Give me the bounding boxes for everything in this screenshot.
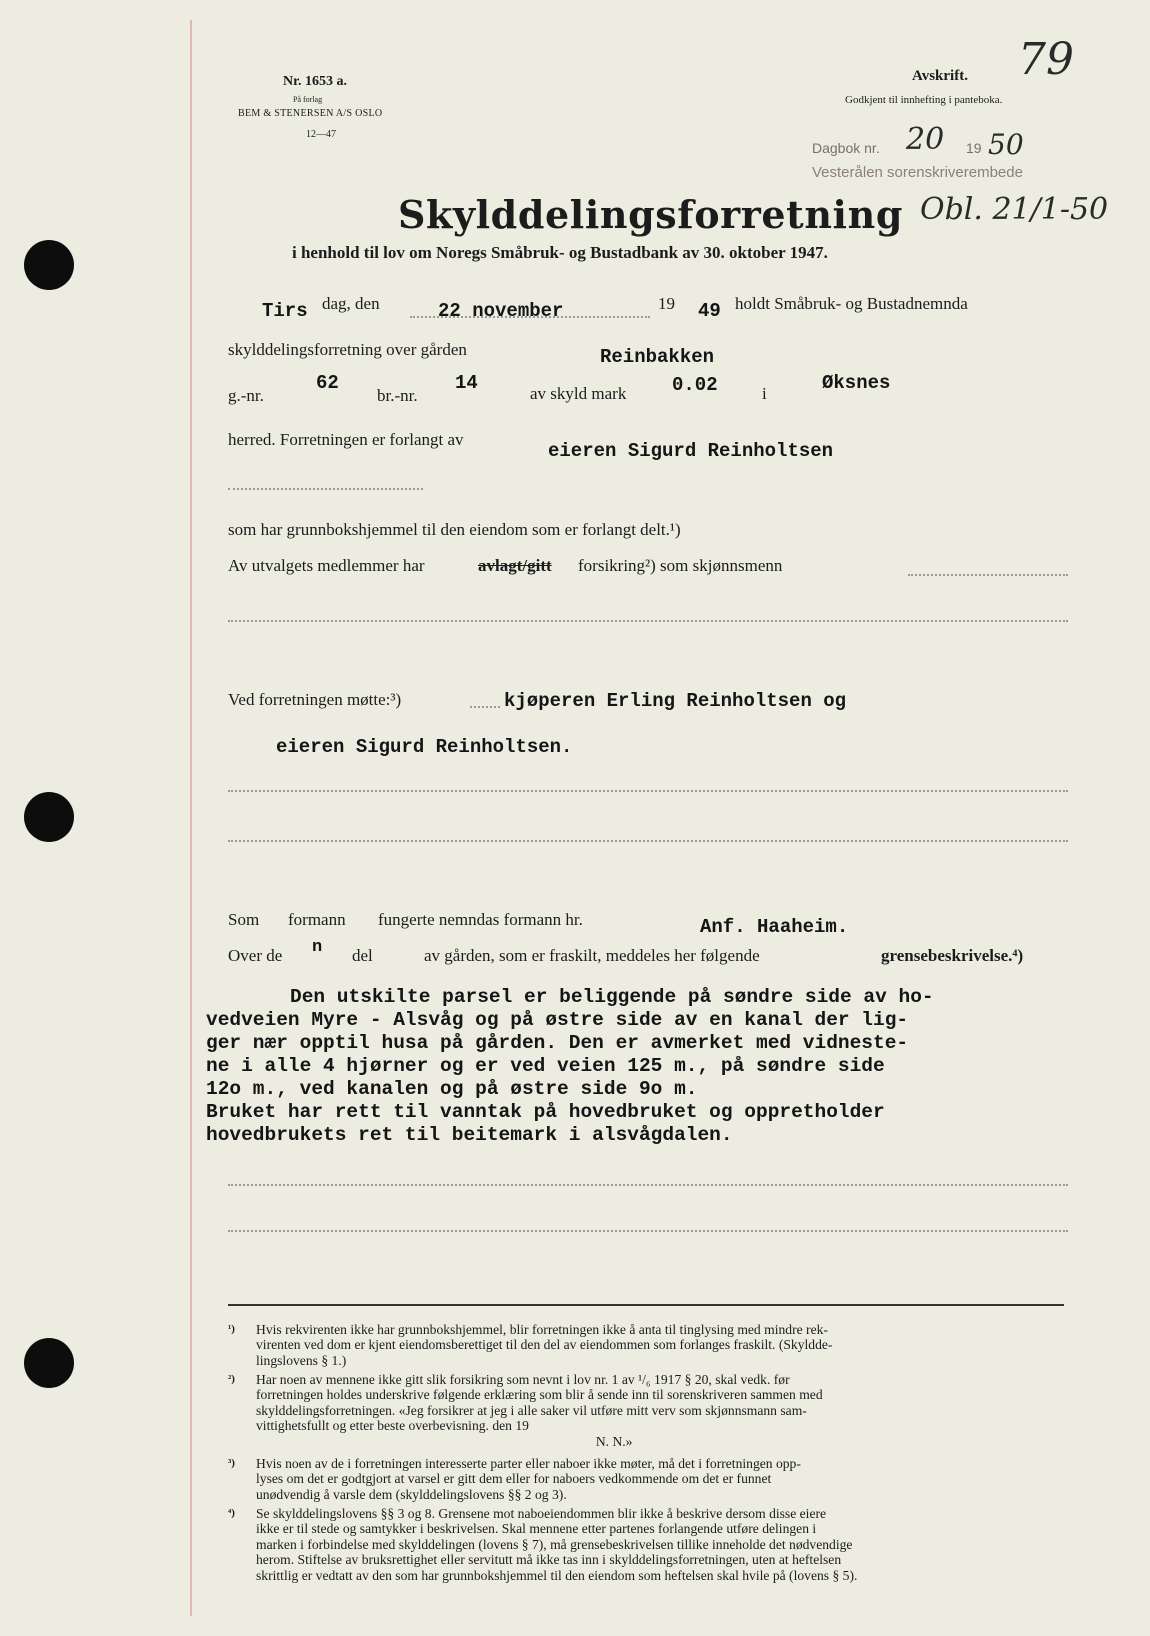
chair-label-rest: fungerte nemndas formann hr. xyxy=(378,910,583,929)
punch-hole-middle xyxy=(24,792,74,842)
dagbok-number: 20 xyxy=(906,122,945,157)
herred-label: herred. Forretningen er forlangt av xyxy=(228,430,464,449)
members-rest: forsikring²) som skjønnsmenn xyxy=(578,556,783,575)
farm-value: Reinbakken xyxy=(600,346,715,368)
hjemmel-text: som har grunnbokshjemmel til den eiendom som er forlangt delt.¹) xyxy=(228,520,681,539)
members-label: Av utvalgets medlemmer har xyxy=(228,556,425,575)
description-line: ne i alle 4 hjørner og er ved veien 125 m., på søndre side xyxy=(206,1055,885,1077)
chair-label-som: Som xyxy=(228,910,260,929)
footnote-separator xyxy=(228,1304,1064,1306)
footnote-1: ¹) Hvis rekvirenten ikke har grunnbokshjemmel, blir forretningen ikke å anta til tinglysing med mindre rek- virenten ved dom er kjent eiendomsberettiget til den del av eiendommen som forlanges fraskilt. (Skyldde- lingslovens § 1.) xyxy=(228,1322,833,1368)
publisher-line2: BEM & STENERSEN A/S OSLO xyxy=(238,108,383,119)
footnote-4: ⁴) Se skylddelingslovens §§ 3 og 8. Grensene mot naboeiendommen blir ikke å beskrive dersom disse eiere ikke er til stede og samtykker i beskrivelsen. Skal mennene etter partenes forlangende utføre delingen i marken i forbindelse med skylddelingen (lovens § 7), må grensebeskrivelsen tillike inneholde det nødvendige herom. Stiftelse av bruksrettighet eller servitutt må ikke tas inn i skylddelingsforretningen, uten at heftelsen skrittlig er vedtatt av den som har grunnbokshjemmel til den eiendom som heftelsen skal hvile på (lovens § 5). xyxy=(228,1506,858,1583)
year-value: 49 xyxy=(698,300,721,322)
part-label-over-de: Over de xyxy=(228,946,283,965)
held-text: holdt Småbruk- og Bustadnemnda xyxy=(735,294,968,313)
document-title: Skylddelingsforretning xyxy=(398,192,903,237)
skyld-value: 0.02 xyxy=(672,374,718,396)
day-value: Tirs xyxy=(262,300,308,322)
handwritten-reference: Obl. 21/1-50 xyxy=(920,192,1109,227)
members-struck-text: avlagt/gitt xyxy=(478,556,552,575)
part-value: n xyxy=(312,938,323,957)
dagbok-label: Dagbok nr. xyxy=(812,140,880,156)
description-line: vedveien Myre - Alsvåg og på østre side av en kanal der lig- xyxy=(206,1009,909,1031)
farm-label: skylddelingsforretning over gården xyxy=(228,340,467,359)
part-label-gaarden: av gården, som er fraskilt, meddeles her følgende xyxy=(424,946,760,965)
met-value-line2: eieren Sigurd Reinholtsen. xyxy=(276,736,573,758)
publisher-date: 12—47 xyxy=(306,129,336,140)
in-label: i xyxy=(762,384,767,403)
dagbok-year: 50 xyxy=(988,128,1024,161)
bnr-value: 14 xyxy=(455,372,478,394)
part-label-grense: grensebeskrivelse.⁴) xyxy=(881,946,1024,965)
description-line: hovedbrukets ret til beitemark i alsvågdalen. xyxy=(206,1124,733,1146)
met-label: Ved forretningen møtte:³) xyxy=(228,690,402,709)
year-prefix: 19 xyxy=(658,294,675,313)
date-value: 22 november xyxy=(438,300,564,322)
description-line: 12o m., ved kanalen og på østre side 9o m. xyxy=(206,1078,698,1100)
description-line: Den utskilte parsel er beliggende på søndre side av ho- xyxy=(290,986,934,1008)
bnr-label: br.-nr. xyxy=(377,386,418,405)
chair-value: Anf. Haaheim. xyxy=(700,916,849,938)
chair-label-formann: formann xyxy=(288,910,346,929)
margin-line xyxy=(190,20,192,1616)
punch-hole-top xyxy=(24,240,74,290)
gnr-value: 62 xyxy=(316,372,339,394)
copy-label: Avskrift. xyxy=(912,68,968,84)
gnr-label: g.-nr. xyxy=(228,386,264,405)
description-line: ger nær opptil husa på gården. Den er avmerket med vidneste- xyxy=(206,1032,909,1054)
part-label-del: del xyxy=(352,946,373,965)
met-value-line1: kjøperen Erling Reinholtsen og xyxy=(504,690,847,712)
approval-note: Godkjent til innhefting i panteboka. xyxy=(845,94,1003,106)
office-stamp: Vesterålen sorenskriverembede xyxy=(812,164,1023,181)
municipality-value: Øksnes xyxy=(822,372,891,394)
publisher-line1: På forlag xyxy=(293,95,323,104)
footnote-3: ³) Hvis noen av de i forretningen interesserte parter eller naboer ikke møter, må det i forretningen opp- lyses om det er godtgjort at varsel er gitt dem eller for naboers vedkommende om det er funnet unødvendig å varsle dem (skylddelingslovens §§ 2 og 3). xyxy=(228,1456,801,1502)
skyld-label: av skyld mark xyxy=(530,384,627,403)
document-subtitle: i henhold til lov om Noregs Småbruk- og Bustadbank av 30. oktober 1947. xyxy=(292,243,828,262)
day-label: dag, den xyxy=(322,294,380,313)
footnote-2: ²) Har noen av mennene ikke gitt slik forsikring som nevnt i lov nr. 1 av ¹/₆ 1917 § 20, skal vedk. før forretningen holdes underskrive følgende erklæring som blir å sende inn til sorenskriveren sammen med skylddelingsforretningen. «Jeg forsikrer at jeg i alle saker vil utføre mitt verv som skjønnsmann sam- vittighetsfullt og etter beste overbevisning. den 19 N. N.» xyxy=(228,1372,823,1449)
punch-hole-bottom xyxy=(24,1338,74,1388)
form-number: Nr. 1653 a. xyxy=(283,74,348,89)
page-number: 79 xyxy=(1018,34,1074,85)
requester-value: eieren Sigurd Reinholtsen xyxy=(548,440,834,462)
dagbok-year-prefix: 19 xyxy=(966,140,982,156)
description-line: Bruket har rett til vanntak på hovedbruket og oppretholder xyxy=(206,1101,885,1123)
